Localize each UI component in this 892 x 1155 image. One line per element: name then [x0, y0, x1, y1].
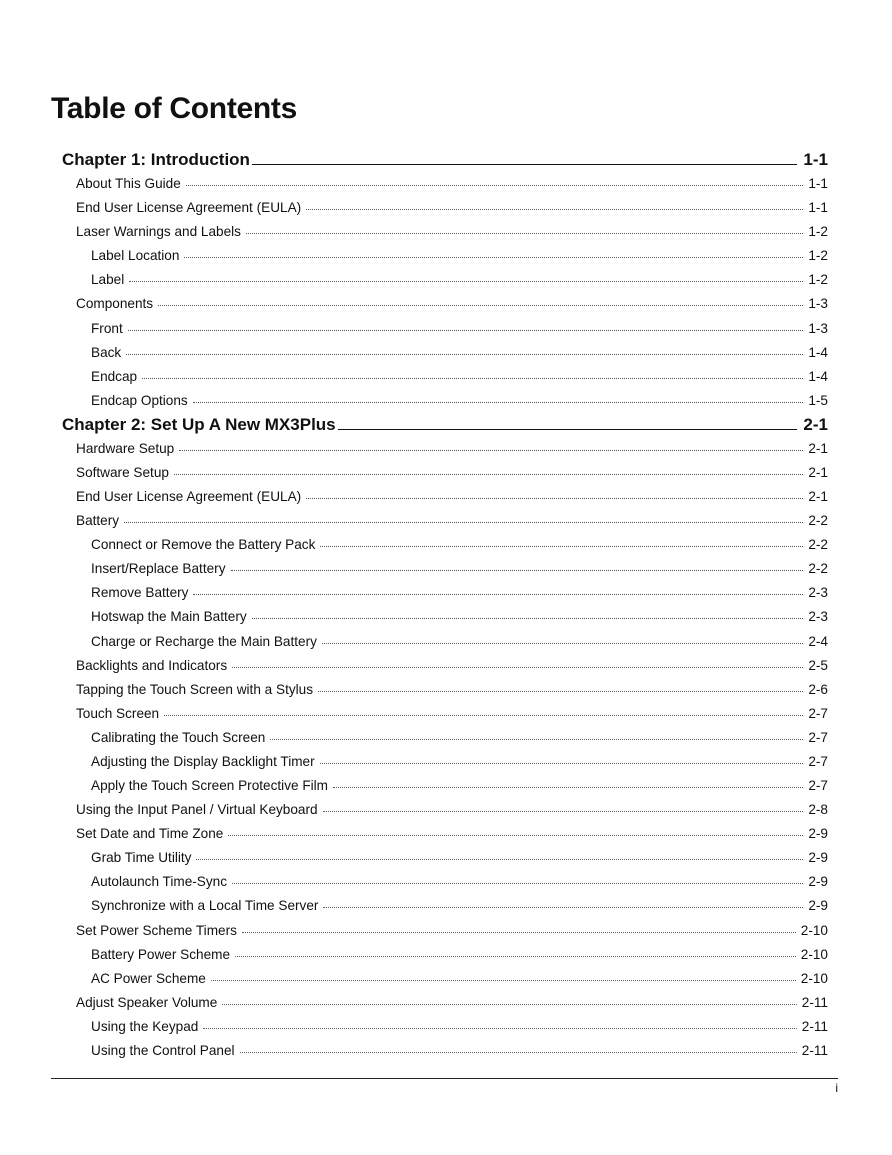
page-title: Table of Contents	[51, 92, 298, 125]
toc-dot-leader	[142, 378, 803, 379]
toc-dot-leader	[231, 570, 804, 571]
toc-entry[interactable]	[62, 509, 828, 533]
toc-dot-leader	[323, 811, 804, 812]
toc-entry-title: Chapter 2: Set Up A New MX3Plus	[62, 414, 336, 434]
toc-page-number: 1-2	[808, 248, 828, 264]
toc-entry-title: Chapter 1: Introduction	[62, 150, 250, 169]
toc-page-number: 2-9	[808, 874, 828, 890]
toc-entry-title: End User License Agreement (EULA)	[76, 200, 302, 216]
toc-page-number: 2-9	[808, 826, 828, 842]
toc-dot-leader	[126, 354, 803, 355]
toc-entry[interactable]	[62, 750, 828, 774]
toc-chapter-entry[interactable]	[62, 413, 828, 437]
toc-dot-leader	[323, 907, 803, 908]
toc-entry[interactable]	[62, 702, 828, 726]
toc-page-number: 2-1	[803, 414, 828, 434]
toc-entry-title: Label	[91, 272, 125, 288]
toc-entry-title: Back	[91, 344, 122, 360]
toc-entry-title: End User License Agreement (EULA)	[76, 489, 302, 505]
toc-page-number: 2-6	[808, 681, 828, 697]
toc-entry[interactable]	[62, 822, 828, 846]
toc-leader-rule	[338, 429, 798, 430]
toc-dot-leader	[320, 763, 804, 764]
toc-entry[interactable]	[62, 798, 828, 822]
toc-entry[interactable]	[62, 654, 828, 678]
toc-leader-rule	[252, 164, 797, 165]
toc-dot-leader	[252, 618, 804, 619]
toc-dot-leader	[184, 257, 803, 258]
toc-entry-title: Front	[91, 320, 123, 336]
toc-entry-title: About This Guide	[76, 176, 181, 192]
toc-dot-leader	[232, 883, 803, 884]
toc-entry[interactable]	[62, 365, 828, 389]
toc-entry[interactable]	[62, 630, 828, 654]
toc-entry-title: Adjust Speaker Volume	[76, 994, 218, 1010]
toc-chapter-entry[interactable]	[62, 148, 828, 172]
toc-entry-title: Battery	[76, 513, 120, 529]
toc-entry[interactable]	[62, 557, 828, 581]
toc-dot-leader	[211, 980, 796, 981]
footer-divider	[51, 1078, 838, 1079]
toc-entry[interactable]	[62, 220, 828, 244]
toc-dot-leader	[164, 715, 803, 716]
toc-entry-title: Connect or Remove the Battery Pack	[91, 537, 316, 553]
toc-page-number: 1-2	[808, 224, 828, 240]
toc-entry[interactable]	[62, 341, 828, 365]
toc-dot-leader	[158, 305, 803, 306]
toc-dot-leader	[333, 787, 803, 788]
toc-entry-title: Endcap Options	[91, 392, 188, 408]
toc-entry-title: Charge or Recharge the Main Battery	[91, 633, 317, 649]
toc-entry[interactable]	[62, 437, 828, 461]
toc-entry-title: Hotswap the Main Battery	[91, 609, 247, 625]
toc-entry[interactable]	[62, 870, 828, 894]
toc-page-number: 2-11	[801, 1042, 828, 1058]
toc-page-number: 2-7	[808, 729, 828, 745]
toc-entry-title: Laser Warnings and Labels	[76, 224, 241, 240]
toc-page-number: 2-10	[800, 970, 828, 986]
toc-entry-title: Backlights and Indicators	[76, 657, 228, 673]
toc-page-number: 2-2	[808, 561, 828, 577]
toc-entry[interactable]	[62, 533, 828, 557]
toc-dot-leader	[235, 956, 796, 957]
toc-page-number: 1-1	[808, 176, 828, 192]
toc-page-number: 1-2	[808, 272, 828, 288]
toc-page-number: 2-9	[808, 898, 828, 914]
toc-page-number: 2-7	[808, 705, 828, 721]
toc-page-number: 1-4	[808, 368, 828, 384]
toc-page-number: 2-8	[808, 802, 828, 818]
toc-entry[interactable]	[62, 485, 828, 509]
toc-entry[interactable]	[62, 292, 828, 316]
toc-page-number: 2-7	[808, 778, 828, 794]
toc-page-number: 2-10	[800, 946, 828, 962]
toc-dot-leader	[174, 474, 803, 475]
toc-list	[62, 148, 828, 1063]
toc-dot-leader	[270, 739, 803, 740]
toc-entry-title: Using the Keypad	[91, 1018, 199, 1034]
toc-entry[interactable]	[62, 967, 828, 991]
toc-dot-leader	[318, 691, 803, 692]
toc-entry[interactable]	[62, 943, 828, 967]
toc-page-number: 2-11	[801, 994, 828, 1010]
toc-entry[interactable]	[62, 991, 828, 1015]
toc-entry-title: Touch Screen	[76, 705, 160, 721]
toc-dot-leader	[186, 185, 804, 186]
toc-entry-title: Insert/Replace Battery	[91, 561, 226, 577]
toc-entry[interactable]	[62, 678, 828, 702]
toc-dot-leader	[196, 859, 803, 860]
toc-page-number: 2-10	[800, 922, 828, 938]
toc-entry-title: Hardware Setup	[76, 440, 175, 456]
toc-entry[interactable]	[62, 268, 828, 292]
toc-entry-title: Calibrating the Touch Screen	[91, 729, 266, 745]
toc-entry[interactable]	[62, 389, 828, 413]
toc-page-number: 2-7	[808, 753, 828, 769]
toc-page-number: 2-11	[801, 1018, 828, 1034]
toc-entry[interactable]	[62, 774, 828, 798]
toc-entry-title: Set Date and Time Zone	[76, 826, 224, 842]
toc-entry-title: AC Power Scheme	[91, 970, 206, 986]
toc-entry-title: Label Location	[91, 248, 180, 264]
toc-entry[interactable]	[62, 196, 828, 220]
toc-page-number: 2-9	[808, 850, 828, 866]
toc-page-number: 1-3	[808, 296, 828, 312]
toc-entry-title: Using the Control Panel	[91, 1042, 235, 1058]
toc-dot-leader	[203, 1028, 796, 1029]
toc-entry-title: Autolaunch Time-Sync	[91, 874, 228, 890]
toc-dot-leader	[222, 1004, 796, 1005]
toc-entry[interactable]	[62, 317, 828, 341]
toc-page-number: 2-1	[808, 465, 828, 481]
toc-dot-leader	[306, 498, 803, 499]
toc-page-number: 2-4	[808, 633, 828, 649]
toc-entry-title: Using the Input Panel / Virtual Keyboard	[76, 802, 318, 818]
toc-entry-title: Remove Battery	[91, 585, 189, 601]
page-number: i	[835, 1081, 838, 1095]
toc-entry[interactable]	[62, 581, 828, 605]
toc-entry-title: Grab Time Utility	[91, 850, 192, 866]
toc-dot-leader	[240, 1052, 797, 1053]
toc-dot-leader	[193, 594, 803, 595]
toc-page-number: 2-2	[808, 513, 828, 529]
toc-entry-title: Synchronize with a Local Time Server	[91, 898, 319, 914]
toc-entry[interactable]	[62, 846, 828, 870]
toc-entry[interactable]	[62, 172, 828, 196]
toc-entry-title: Battery Power Scheme	[91, 946, 231, 962]
toc-page-number: 2-2	[808, 537, 828, 553]
toc-page-number: 2-1	[808, 440, 828, 456]
toc-dot-leader	[228, 835, 803, 836]
toc-page-number: 1-1	[808, 200, 828, 216]
toc-entry[interactable]	[62, 919, 828, 943]
toc-entry-title: Software Setup	[76, 465, 169, 481]
toc-entry-title: Set Power Scheme Timers	[76, 922, 237, 938]
toc-entry[interactable]	[62, 1039, 828, 1063]
toc-dot-leader	[193, 402, 804, 403]
toc-page-number: 1-3	[808, 320, 828, 336]
toc-entry-title: Apply the Touch Screen Protective Film	[91, 778, 328, 794]
toc-page-number: 2-5	[808, 657, 828, 673]
toc-entry[interactable]	[62, 244, 828, 268]
toc-entry-title: Endcap	[91, 368, 138, 384]
toc-dot-leader	[124, 522, 803, 523]
toc-dot-leader	[129, 281, 803, 282]
toc-dot-leader	[242, 932, 796, 933]
toc-dot-leader	[306, 209, 803, 210]
toc-page-number: 1-5	[808, 392, 828, 408]
toc-entry[interactable]	[62, 726, 828, 750]
toc-entry-title: Adjusting the Display Backlight Timer	[91, 753, 315, 769]
toc-entry-title: Components	[76, 296, 154, 312]
toc-entry[interactable]	[62, 894, 828, 918]
toc-entry[interactable]	[62, 605, 828, 629]
toc-entry-title: Tapping the Touch Screen with a Stylus	[76, 681, 314, 697]
toc-dot-leader	[320, 546, 803, 547]
toc-page-number: 1-4	[808, 344, 828, 360]
toc-dot-leader	[179, 450, 803, 451]
toc-page-number: 2-3	[808, 585, 828, 601]
toc-entry[interactable]	[62, 1015, 828, 1039]
toc-dot-leader	[232, 667, 803, 668]
toc-page-number: 2-3	[808, 609, 828, 625]
toc-dot-leader	[246, 233, 803, 234]
toc-entry[interactable]	[62, 461, 828, 485]
toc-page-number: 2-1	[808, 489, 828, 505]
toc-dot-leader	[322, 643, 803, 644]
toc-dot-leader	[128, 330, 804, 331]
toc-page-number: 1-1	[803, 150, 828, 169]
